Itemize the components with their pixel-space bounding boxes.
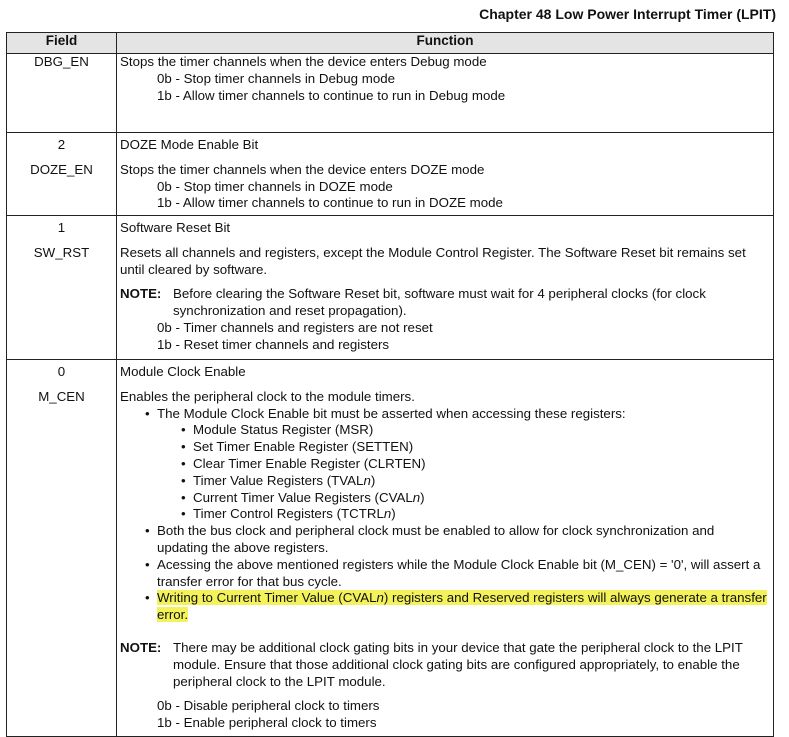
note-text: Before clearing the Software Reset bit, software must wait for 4 peripheral clocks (for clock synchronization and reset propagation). <box>173 286 706 319</box>
option-1b: 1b - Reset timer channels and registers <box>157 336 390 352</box>
note-block <box>120 286 769 320</box>
list-item: • The Module Clock Enable bit must be asserted when accessing these registers: • Module Status Register (MSR) • Set Timer Enable Register (SETTEN) • Clear Timer Enable Register (CLRTEN) • Timer Value Registers (TVALn) • Current Timer Value Registers (CVALn) • Timer Control Registers (TCTRLn) <box>120 406 769 524</box>
table-header-row <box>7 33 774 54</box>
option-0b: 0b - Disable peripheral clock to timers <box>157 698 380 714</box>
table-row-m-cen <box>7 360 774 737</box>
note-block <box>120 640 769 690</box>
field-description: Stops the timer channels when the device enters Debug mode <box>120 54 487 69</box>
bit-number: 0 <box>57 364 66 379</box>
chapter-title: Chapter 48 Low Power Interrupt Timer (LPIT) <box>479 6 776 22</box>
highlighted-text: Writing to Current Timer Value (CVALn) registers and Reserved registers will always generate a transfer error. <box>157 590 767 623</box>
option-0b: 0b - Stop timer channels in DOZE mode <box>157 178 393 194</box>
list-item-highlighted <box>120 590 769 624</box>
field-name: M_CEN <box>38 388 85 404</box>
field-name: DBG_EN <box>34 54 89 69</box>
list-item: • Current Timer Value Registers (CVALn) <box>120 490 769 507</box>
option-1b: 1b - Allow timer channels to continue to run in DOZE mode <box>157 195 503 211</box>
option-0b: 0b - Stop timer channels in Debug mode <box>157 70 396 86</box>
field-column-header: Field <box>7 33 117 54</box>
field-description: Stops the timer channels when the device enters DOZE mode <box>120 161 485 177</box>
note-label: NOTE: <box>120 286 162 302</box>
note-label: NOTE: <box>120 639 162 655</box>
list-item: • Set Timer Enable Register (SETTEN) <box>120 439 769 456</box>
option-0b: 0b - Timer channels and registers are not reset <box>157 319 433 335</box>
field-name: SW_RST <box>33 244 90 260</box>
list-item: • Clear Timer Enable Register (CLRTEN) <box>120 456 769 473</box>
table-row-dbg-en <box>7 54 774 133</box>
list-item: • Acessing the above mentioned registers while the Module Clock Enable bit (M_CEN) = '0', will assert a transfer error for that bus cycle. <box>120 557 769 591</box>
list-item: • Timer Control Registers (TCTRLn) <box>120 506 769 523</box>
table-row-sw-rst <box>7 216 774 360</box>
note-text: There may be additional clock gating bits in your device that gate the peripheral clock to the LPIT module. Ensure that those additional clock gating bits are configured appropriately, to enable the peripheral clock to the LPIT module. <box>173 639 743 689</box>
bit-number: 1 <box>57 220 66 235</box>
field-name: DOZE_EN <box>30 161 93 177</box>
field-description: Enables the peripheral clock to the module timers. <box>120 388 415 404</box>
bullet-list <box>120 406 769 624</box>
bit-number: 2 <box>57 137 66 152</box>
field-title: Module Clock Enable <box>120 364 246 379</box>
table-row-doze-en <box>7 133 774 216</box>
field-title: Software Reset Bit <box>120 220 231 235</box>
option-1b: 1b - Allow timer channels to continue to run in Debug mode <box>157 87 506 103</box>
field-title: DOZE Mode Enable Bit <box>120 137 259 152</box>
option-1b: 1b - Enable peripheral clock to timers <box>157 715 377 731</box>
field-description: Resets all channels and registers, except the Module Control Register. The Software Reset bit remains set until cleared by software. <box>120 244 746 277</box>
list-item: • Both the bus clock and peripheral clock must be enabled to allow for clock synchronization and updating the above registers. <box>120 523 769 557</box>
register-field-table <box>6 32 774 737</box>
list-item: • Timer Value Registers (TVALn) <box>120 473 769 490</box>
list-item: • Module Status Register (MSR) <box>120 422 769 439</box>
register-sublist <box>157 422 769 523</box>
function-column-header: Function <box>117 33 774 54</box>
